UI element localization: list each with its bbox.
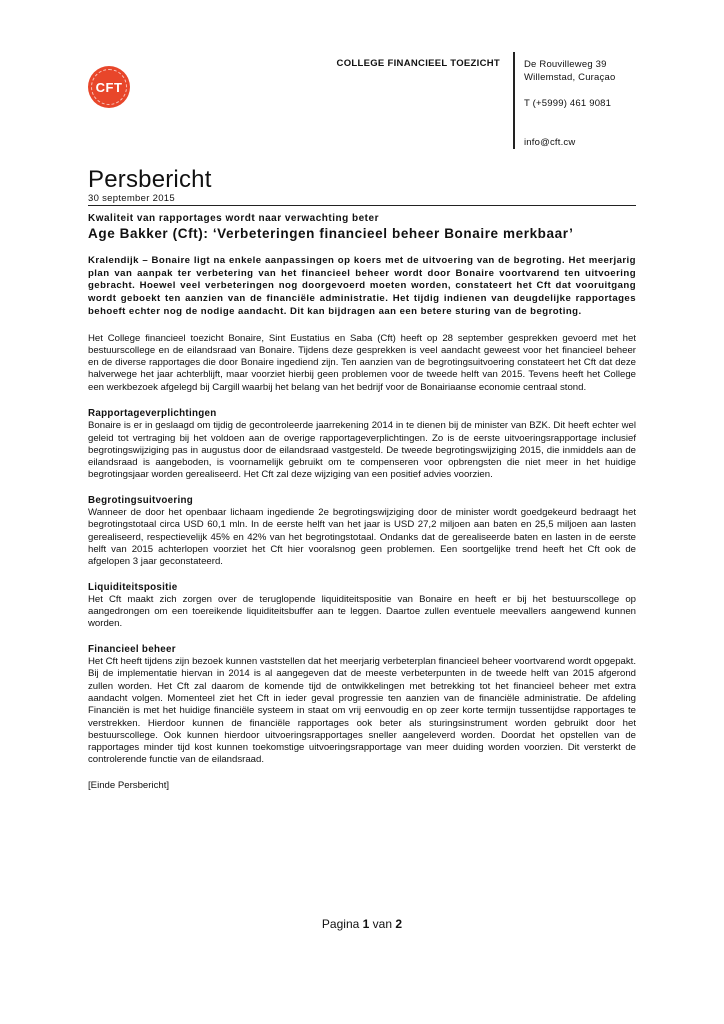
section-heading: Rapportageverplichtingen [88, 408, 217, 419]
footer-sep: van [372, 917, 393, 931]
section-heading: Liquiditeitspositie [88, 581, 178, 593]
header-divider [513, 52, 515, 149]
email-address: info@cft.cw [524, 137, 576, 148]
footer-prefix: Pagina [321, 917, 360, 931]
intro-paragraph: Het College financieel toezicht Bonaire, Sint Eustatius en Saba (Cft) heeft op 28 september gesprekken gevoerd met het bestuurscollege en de eilandsraad van Bonaire. Tijdens deze gesprekken is veel aandacht geweest voor het financieel beheer en de diverse rapportages die door Bonaire ingediend zijn. Ten aanzien van de begrotingsuitvoering constateert het Cft dat deze halverwege het jaar achterblijft, maar voorziet hierbij geen problemen voor de tweede helft van 2015. Tevens heeft het College een werkbezoek afgelegd bij Cargill waarbij het belang van het bedrijf voor de Bonairiaanse economie centraal stond. [88, 332, 636, 393]
section-liquiditeitspositie [88, 582, 636, 631]
logo-ring [91, 69, 127, 105]
section-heading: Financieel beheer [88, 643, 176, 655]
title-rule [88, 205, 636, 206]
headline: Age Bakker (Cft): ‘Verbeteringen financieel beheer Bonaire merkbaar’ [88, 226, 574, 241]
subtitle: Kwaliteit van rapportages wordt naar verwachting beter [88, 213, 379, 224]
contact-block [524, 58, 615, 149]
address-line-2: Willemstad, Curaçao [524, 72, 616, 83]
address-line-1: De Rouvilleweg 39 [524, 59, 607, 70]
footer-page-number: 1 [362, 917, 370, 931]
section-text: Het Cft maakt zich zorgen over de teruglopende liquiditeitspositie van Bonaire en heeft er bij het bestuurscollege op aangedrongen om een toereikende liquiditeitsbuffer aan te leggen. Daartoe zullen eventuele meevallers aangewend kunnen worden. [88, 593, 636, 630]
lead-paragraph: Kralendijk – Bonaire ligt na enkele aanpassingen op koers met de uitvoering van de begroting. Het meerjarig plan van aanpak ter verbetering van het financieel beheer wordt door Bonaire voortvarend ten uitvoering gebracht. Hoewel veel verbeteringen nog doorgevoerd moeten worden, constateert het Cft dat vooruitgang wordt geboekt ten aanzien van de financiële administratie. Het tijdig indienen van deugdelijke rapportages behoeft echter nog de nodige aandacht. Dit kan bijdragen aan een betere sturing van de begroting. [88, 255, 636, 317]
page-title: Persbericht [88, 166, 212, 193]
org-name: COLLEGE FINANCIEEL TOEZICHT [336, 58, 500, 69]
page-footer [0, 917, 724, 931]
article-body [88, 255, 636, 806]
phone-number: T (+5999) 461 9081 [524, 98, 612, 109]
section-rapportageverplichtingen [88, 408, 636, 482]
end-note: [Einde Persbericht] [88, 779, 170, 791]
section-text: Wanneer de door het openbaar lichaam ingediende 2e begrotingswijziging door de minister wordt goedgekeurd bedraagt het begrotingstotaal circa USD 60,1 mln. In de eerste helft van het jaar is USD 27,2 miljoen aan baten en 25,5 miljoen aan lasten gerealiseerd, respectievelijk 45% en 42% van het begrotingstotaal. Ondanks dat de gerealiseerde baten en lasten in de eerste helft van 2015 achterlopen voorziet het Cft hier vooralsnog geen problemen. Een soortgelijke trend heeft het Cft ook de afgelopen 3 jaar geconstateerd. [88, 507, 636, 568]
footer-page-total: 2 [395, 917, 403, 931]
cft-logo [88, 66, 130, 108]
logo-text: CFT [95, 79, 123, 95]
section-text: Het Cft heeft tijdens zijn bezoek kunnen vaststellen dat het meerjarig verbeterplan financieel beheer voortvarend wordt opgepakt. Bij de implementatie hiervan in 2014 is al aangegeven dat de meeste verbeterpunten in de tweede helft van 2015 afgerond zullen worden. Het Cft zal daarom de komende tijd de ontwikkelingen met betrekking tot het financieel beheer met extra aandacht volgen. Momenteel ziet het Cft in ieder geval progressie ten aanzien van de financiële administratie. De afdeling Financiën is met het huidige financiële systeem in staat om vrij eenvoudig en op zeer korte termijn tussentijdse rapportages te verstrekken. Hierdoor kunnen de financiële rapportages ook beter als sturingsinstrument worden gebruikt door het bestuurscollege. Ook kunnen hierdoor uitvoeringsrapportages sneller aangeleverd worden. Doordat het opstellen van de rapportages minder tijd kost kunnen toekomstige uitvoeringsrapportage van meer duiding worden voorzien. Dit versterkt de controlerende functie van de eilandsraad. [88, 656, 636, 766]
section-financieel-beheer [88, 644, 636, 767]
release-date: 30 september 2015 [88, 193, 175, 204]
section-heading: Begrotingsuitvoering [88, 494, 194, 506]
section-begrotingsuitvoering [88, 495, 636, 569]
section-text: Bonaire is er in geslaagd om tijdig de gecontroleerde jaarrekening 2014 in te dienen bij de minister van BZK. Dit heeft echter wel geleid tot vertraging bij het voldoen aan de overige rapportageverplichtingen. Zo is de eerste uitvoeringsrapportage inclusief begrotingswijziging pas in augustus door de eilandsraad vastgesteld. De tweede begrotingswijziging 2015, die inmiddels aan de eilandsraad is aangeboden, is voornamelijk gebruikt om te compenseren voor opbrengsten die niet meer in het huidige begrotingsjaar worden gerealiseerd. Het Cft zal deze wijziging van een positief advies voorzien. [88, 420, 636, 481]
